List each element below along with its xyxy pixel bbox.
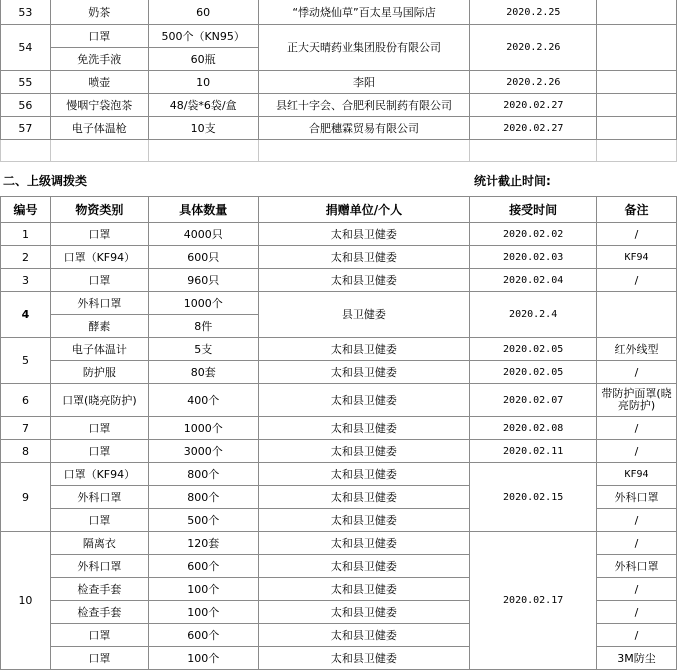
item-quantity: 60: [148, 0, 258, 25]
table-row: [1, 0, 677, 25]
row-number: 4: [1, 292, 51, 338]
note: /: [597, 624, 677, 647]
receive-date: 2020.02.02: [470, 223, 597, 246]
stat-deadline-label: 统计截止时间:: [474, 174, 551, 188]
note: [597, 0, 677, 25]
item-quantity: 3000个: [148, 440, 258, 463]
row-number: 9: [1, 463, 51, 532]
note: KF94: [597, 463, 677, 486]
note: /: [597, 361, 677, 384]
item-category: 口罩: [50, 509, 148, 532]
table-row: [1, 71, 677, 94]
item-category: 酵素: [50, 315, 148, 338]
item-quantity: 600只: [148, 246, 258, 269]
item-category: 口罩（KF94）: [50, 463, 148, 486]
donor: 太和县卫健委: [258, 509, 470, 532]
row-number: 5: [1, 338, 51, 384]
donor: 太和县卫健委: [258, 338, 470, 361]
row-number: 54: [1, 25, 51, 71]
item-quantity: 100个: [148, 578, 258, 601]
item-category: 口罩: [50, 647, 148, 670]
item-quantity: 60瓶: [148, 48, 258, 71]
row-number: 55: [1, 71, 51, 94]
table-row: [1, 246, 677, 269]
item-quantity: 500个（KN95）: [148, 25, 258, 48]
row-number: 3: [1, 269, 51, 292]
table-row: [1, 269, 677, 292]
item-quantity: 10: [148, 71, 258, 94]
table-row: [1, 361, 677, 384]
donor: 太和县卫健委: [258, 440, 470, 463]
donor: 太和县卫健委: [258, 223, 470, 246]
item-quantity: 100个: [148, 647, 258, 670]
table-header-row: [1, 197, 677, 223]
item-category: 检查手套: [50, 578, 148, 601]
item-quantity: 5支: [148, 338, 258, 361]
item-category: 口罩: [50, 223, 148, 246]
item-quantity: 800个: [148, 463, 258, 486]
note: KF94: [597, 246, 677, 269]
note: /: [597, 223, 677, 246]
item-category: 外科口罩: [50, 486, 148, 509]
table-row: [1, 117, 677, 140]
item-quantity: 10支: [148, 117, 258, 140]
table-row: [1, 384, 677, 417]
blank-row: [1, 140, 677, 162]
receive-date: 2020.02.17: [470, 532, 597, 670]
row-number: 2: [1, 246, 51, 269]
table-row: [1, 532, 677, 555]
donor: 太和县卫健委: [258, 417, 470, 440]
item-category: 检查手套: [50, 601, 148, 624]
table-row: [1, 463, 677, 486]
header-donor: 捐赠单位/个人: [258, 197, 470, 223]
item-quantity: 600个: [148, 555, 258, 578]
item-quantity: 1000个: [148, 417, 258, 440]
item-category: 防护服: [50, 361, 148, 384]
header-quantity: 具体数量: [148, 197, 258, 223]
donor: 合肥穗霖贸易有限公司: [258, 117, 470, 140]
item-quantity: 800个: [148, 486, 258, 509]
table-row: [1, 440, 677, 463]
item-category: 口罩: [50, 624, 148, 647]
item-quantity: 500个: [148, 509, 258, 532]
item-quantity: 1000个: [148, 292, 258, 315]
note: /: [597, 578, 677, 601]
note: /: [597, 509, 677, 532]
item-category: 免洗手液: [50, 48, 148, 71]
item-category: 口罩(晓亮防护): [50, 384, 148, 417]
donor: 太和县卫健委: [258, 624, 470, 647]
note: 红外线型: [597, 338, 677, 361]
item-quantity: 48/袋*6袋/盒: [148, 94, 258, 117]
item-quantity: 8件: [148, 315, 258, 338]
row-number: 1: [1, 223, 51, 246]
item-quantity: 100个: [148, 601, 258, 624]
receive-date: 2020.2.4: [470, 292, 597, 338]
note: [597, 117, 677, 140]
item-category: 电子体温计: [50, 338, 148, 361]
donor: 太和县卫健委: [258, 384, 470, 417]
item-category: 口罩: [50, 269, 148, 292]
donor: 太和县卫健委: [258, 361, 470, 384]
note: [597, 25, 677, 71]
table-row: [1, 417, 677, 440]
header-date: 接受时间: [470, 197, 597, 223]
item-quantity: 400个: [148, 384, 258, 417]
donor: 太和县卫健委: [258, 601, 470, 624]
note: [597, 94, 677, 117]
receive-date: 2020.02.05: [470, 361, 597, 384]
receive-date: 2020.02.04: [470, 269, 597, 292]
row-number: 53: [1, 0, 51, 25]
donor: 太和县卫健委: [258, 463, 470, 486]
receive-date: 2020.2.25: [470, 0, 597, 25]
section-title: 二、上级调拨类: [3, 174, 88, 188]
item-quantity: 4000只: [148, 223, 258, 246]
table-row: [1, 94, 677, 117]
row-number: 6: [1, 384, 51, 417]
receive-date: 2020.02.03: [470, 246, 597, 269]
row-number: 57: [1, 117, 51, 140]
item-category: 口罩: [50, 440, 148, 463]
row-number: 56: [1, 94, 51, 117]
note: /: [597, 601, 677, 624]
note: 外科口罩: [597, 486, 677, 509]
donor: 李阳: [258, 71, 470, 94]
donor: 太和县卫健委: [258, 486, 470, 509]
item-category: 奶茶: [50, 0, 148, 25]
item-category: 喷壶: [50, 71, 148, 94]
header-category: 物资类别: [50, 197, 148, 223]
item-category: 慢咽宁袋泡茶: [50, 94, 148, 117]
donor: 太和县卫健委: [258, 532, 470, 555]
receive-date: 2020.02.27: [470, 117, 597, 140]
receive-date: 2020.2.26: [470, 71, 597, 94]
note: [597, 292, 677, 338]
row-number: 8: [1, 440, 51, 463]
item-category: 电子体温枪: [50, 117, 148, 140]
table-row: [1, 223, 677, 246]
donor: 太和县卫健委: [258, 246, 470, 269]
item-quantity: 960只: [148, 269, 258, 292]
note: /: [597, 532, 677, 555]
receive-date: 2020.02.11: [470, 440, 597, 463]
receive-date: 2020.02.05: [470, 338, 597, 361]
donor: “悸动烧仙草”百太星马国际店: [258, 0, 470, 25]
donor: 太和县卫健委: [258, 578, 470, 601]
row-number: 7: [1, 417, 51, 440]
note: /: [597, 417, 677, 440]
receive-date: 2020.2.26: [470, 25, 597, 71]
receive-date: 2020.02.07: [470, 384, 597, 417]
donor: 太和县卫健委: [258, 269, 470, 292]
table-row: [1, 25, 677, 48]
header-note: 备注: [597, 197, 677, 223]
table-row: [1, 292, 677, 315]
receive-date: 2020.02.27: [470, 94, 597, 117]
item-category: 口罩: [50, 25, 148, 48]
note: 3M防尘: [597, 647, 677, 670]
item-quantity: 600个: [148, 624, 258, 647]
item-category: 外科口罩: [50, 292, 148, 315]
item-category: 口罩（KF94）: [50, 246, 148, 269]
receive-date: 2020.02.15: [470, 463, 597, 532]
donor: 正大天晴药业集团股份有限公司: [258, 25, 470, 71]
note: 外科口罩: [597, 555, 677, 578]
donor: 县红十字会、合肥利民制药有限公司: [258, 94, 470, 117]
table-row: [1, 338, 677, 361]
item-category: 隔离衣: [50, 532, 148, 555]
note: 带防护面罩(晓亮防护): [597, 384, 677, 417]
item-quantity: 120套: [148, 532, 258, 555]
item-category: 口罩: [50, 417, 148, 440]
donor: 县卫健委: [258, 292, 470, 338]
item-category: 外科口罩: [50, 555, 148, 578]
header-number: 编号: [1, 197, 51, 223]
note: /: [597, 440, 677, 463]
donor: 太和县卫健委: [258, 555, 470, 578]
receive-date: 2020.02.08: [470, 417, 597, 440]
note: /: [597, 269, 677, 292]
allocation-table: [0, 196, 677, 670]
donation-table-section-one: [0, 0, 677, 162]
note: [597, 71, 677, 94]
donor: 太和县卫健委: [258, 647, 470, 670]
item-quantity: 80套: [148, 361, 258, 384]
row-number: 10: [1, 532, 51, 670]
